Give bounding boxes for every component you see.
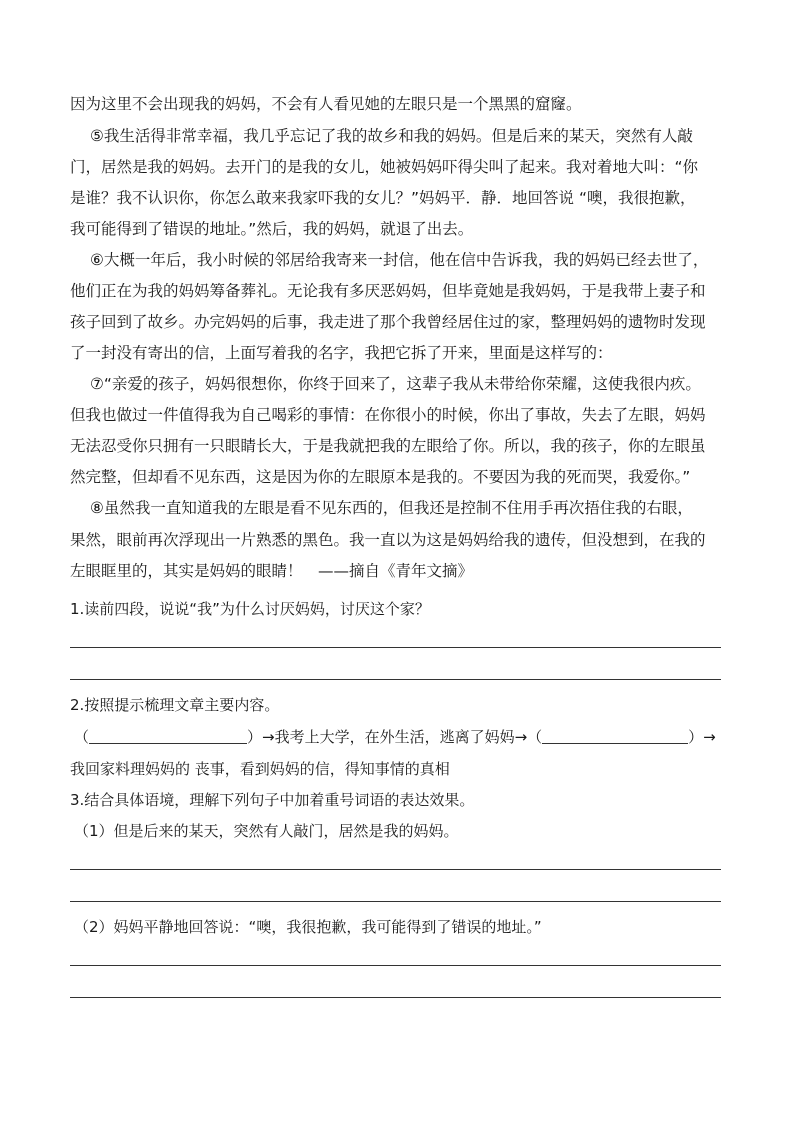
- paragraph-5-line: 门，居然是我的妈妈。去开门的是我的女儿，她被妈妈吓得尖叫了起来。我对着地大叫：“你: [70, 158, 699, 176]
- paragraph-8-line: 左眼眶里的，其实是妈妈的眼睛！ ——摘自《青年文摘》: [70, 562, 474, 580]
- answer-line-q1[interactable]: [70, 647, 721, 648]
- flow-end: ）→: [688, 728, 716, 746]
- paragraph-6-line: 他们正在为我的妈妈筹备葬礼。无论我有多厌恶妈妈，但毕竟她是我妈妈，于是我带上妻子和: [70, 282, 706, 300]
- paragraph-8-line: 果然，眼前再次浮现出一片熟悉的黑色。我一直以为这是妈妈给我的遗传，但没想到，在我的: [70, 531, 706, 549]
- fill-blank-1[interactable]: [89, 729, 247, 744]
- answer-line-q3-1[interactable]: [70, 901, 721, 902]
- fill-blank-2[interactable]: [542, 729, 688, 744]
- question-3-2: （2）妈妈平静地回答说：“噢，我很抱歉，我可能得到了错误的地址。”: [74, 918, 542, 936]
- flow-middle: ）→我考上大学，在外生活，逃离了妈妈→（: [247, 728, 543, 746]
- paragraph-6-line: ⑥大概一年后，我小时候的邻居给我寄来一封信，他在信中告诉我，我的妈妈已经去世了，: [90, 251, 709, 269]
- answer-line-q1[interactable]: [70, 679, 721, 680]
- passage-line: 因为这里不会出现我的妈妈，不会有人看见她的左眼只是一个黑黑的窟窿。: [70, 95, 582, 113]
- paragraph-8-line: ⑧虽然我一直知道我的左眼是看不见东西的，但我还是控制不住用手再次捂住我的右眼，: [90, 499, 693, 517]
- paragraph-7-line: ⑦“亲爱的孩子，妈妈很想你，你终于回来了，这辈子我从未带给你荣耀，这使我很内疚。: [90, 375, 701, 393]
- paren-open: （: [74, 728, 90, 746]
- question-3: 3.结合具体语境，理解下列句子中加着重号词语的表达效果。: [70, 791, 475, 809]
- question-2: 2.按照提示梳理文章主要内容。: [70, 696, 280, 714]
- paragraph-7-line: 无法忍受你只拥有一只眼睛长大，于是我就把我的左眼给了你。所以，我的孩子，你的左眼虽: [70, 437, 706, 455]
- paragraph-5-line: ⑤我生活得非常幸福，我几乎忘记了我的故乡和我的妈妈。但是后来的某天，突然有人敲: [90, 127, 693, 145]
- question-1: 1.读前四段，说说“我”为什么讨厌妈妈，讨厌这个家？: [70, 600, 430, 618]
- paragraph-7-line: 然完整，但却看不见东西，这是因为你的左眼原本是我的。不要因为我的死而哭，我爱你。”: [70, 468, 691, 486]
- paragraph-6-line: 孩子回到了故乡。办完妈妈的后事，我走进了那个我曾经居住过的家，整理妈妈的遗物时发现: [70, 313, 706, 331]
- answer-line-q3-2[interactable]: [70, 965, 721, 966]
- paragraph-6-line: 了一封没有寄出的信，上面写着我的名字，我把它拆了开来，里面是这样写的：: [70, 344, 613, 362]
- paragraph-5-line: 我可能得到了错误的地址。”然后，我的妈妈，就退了出去。: [70, 220, 474, 238]
- paragraph-5-line: 是谁？我不认识你，你怎么敢来我家吓我的女儿？”妈妈平．静．地回答说 “噢，我很抱歉，: [70, 189, 696, 207]
- question-2-line-2: 我回家料理妈妈的 丧事，看到妈妈的信，得知事情的真相: [70, 760, 450, 778]
- question-2-flow: [74, 727, 764, 747]
- answer-line-q3-1[interactable]: [70, 869, 721, 870]
- question-3-1: （1）但是后来的某天，突然有人敲门，居然是我的妈妈。: [74, 822, 459, 840]
- paragraph-7-line: 但我也做过一件值得我为自己喝彩的事情：在你很小的时候，你出了事故，失去了左眼，妈妈: [70, 406, 706, 424]
- answer-line-q3-2[interactable]: [70, 997, 721, 998]
